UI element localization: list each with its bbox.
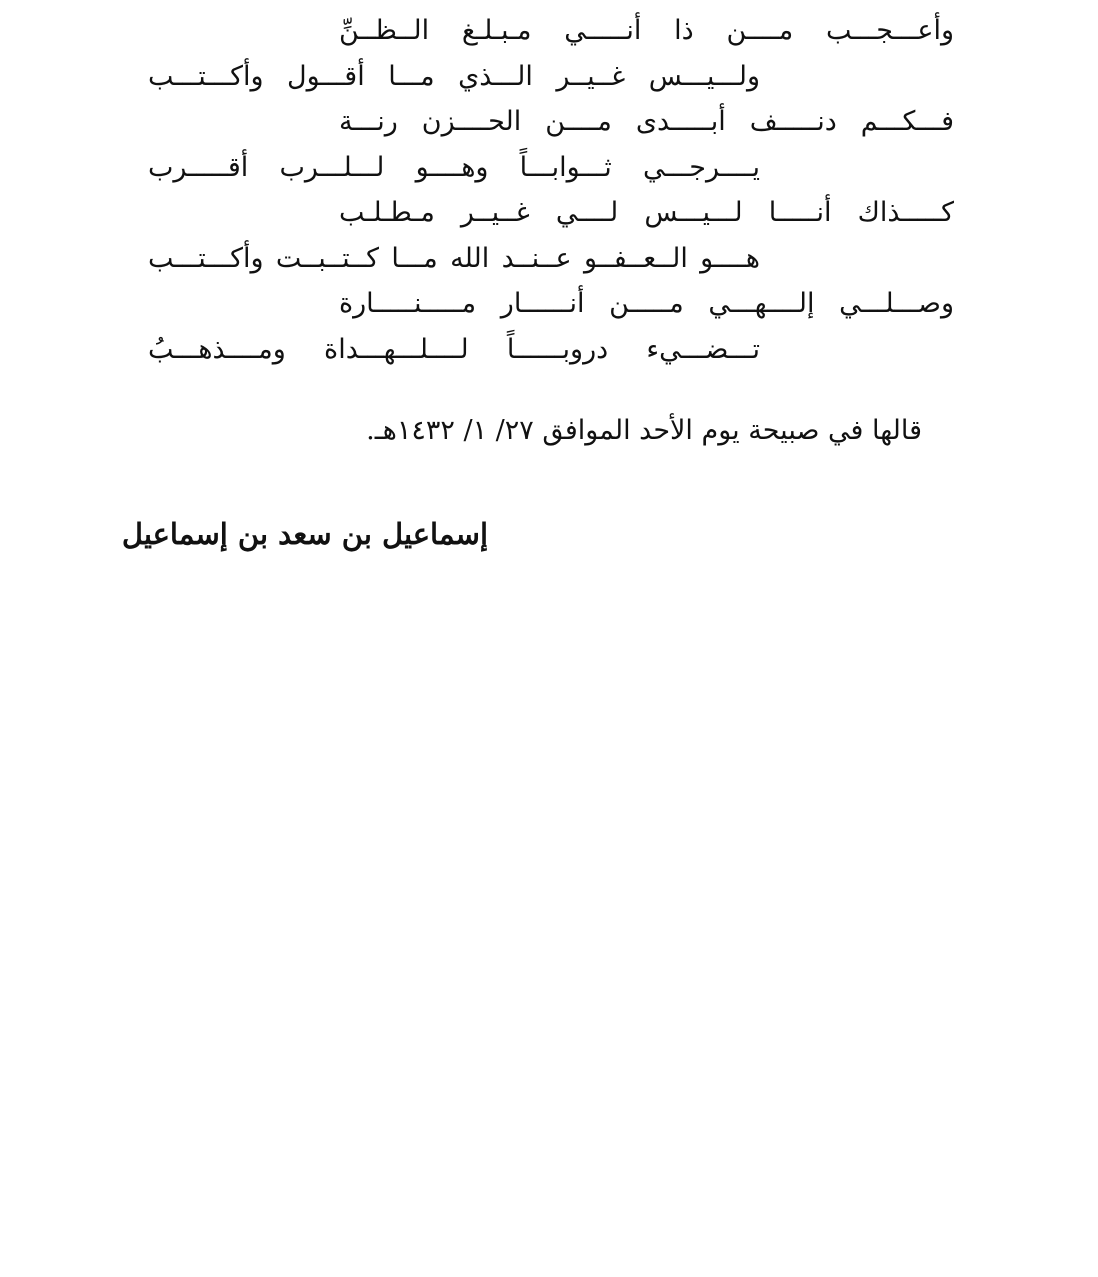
- poem-hemistich: يــــرجـــي ثـــوابـــاً وهــــو لـــلـــرب أقـــــرب: [148, 151, 760, 183]
- poem-verse-line: [140, 190, 960, 236]
- poem-verse-line: [140, 8, 960, 54]
- poem-verse-line: [140, 236, 960, 282]
- poem-verse-line: [140, 281, 960, 327]
- author-signature: إسماعيل بن سعد بن إسماعيل: [121, 517, 488, 551]
- date-note: قالها في صبيحة يوم الأحد الموافق ٢٧/ ١/ ١٤٣٢هـ.: [366, 415, 922, 446]
- poem-hemistich: تـــضـــيء دروبــــــاً لــــلـــهـــداة ومــــذهـــبُ: [148, 333, 760, 365]
- poem-hemistich: وصـــلـــي إلــــهـــي مـــــن أنــــــار مـــــنـــــارة: [339, 288, 954, 319]
- poem-verse-line: [140, 99, 960, 145]
- poem-hemistich: ولـــيـــس غــيــر الـــذي مـــا أقـــول وأكـــتـــب: [148, 60, 760, 92]
- poem-verse-line: [140, 54, 960, 100]
- poem-hemistich: كـــــذاك أنـــــا لـــيـــس لــــي غــيــر مـطـلـب: [339, 197, 954, 228]
- poem-hemistich: فـــكـــم دنـــــف أبـــــدى مــــن الحــــزن رنـــة: [339, 106, 954, 137]
- poem: [140, 8, 960, 372]
- poem-verse-line: [140, 145, 960, 191]
- poem-hemistich: هــــو الــعــفــو عــنــد الله مـــا كــتــبــت وأكـــتـــب: [148, 242, 760, 274]
- poem-hemistich: وأعـــجـــب مــــن ذا أنـــــي مـبـلـغ الــظــنِّ: [339, 15, 954, 46]
- poem-verse-line: [140, 327, 960, 373]
